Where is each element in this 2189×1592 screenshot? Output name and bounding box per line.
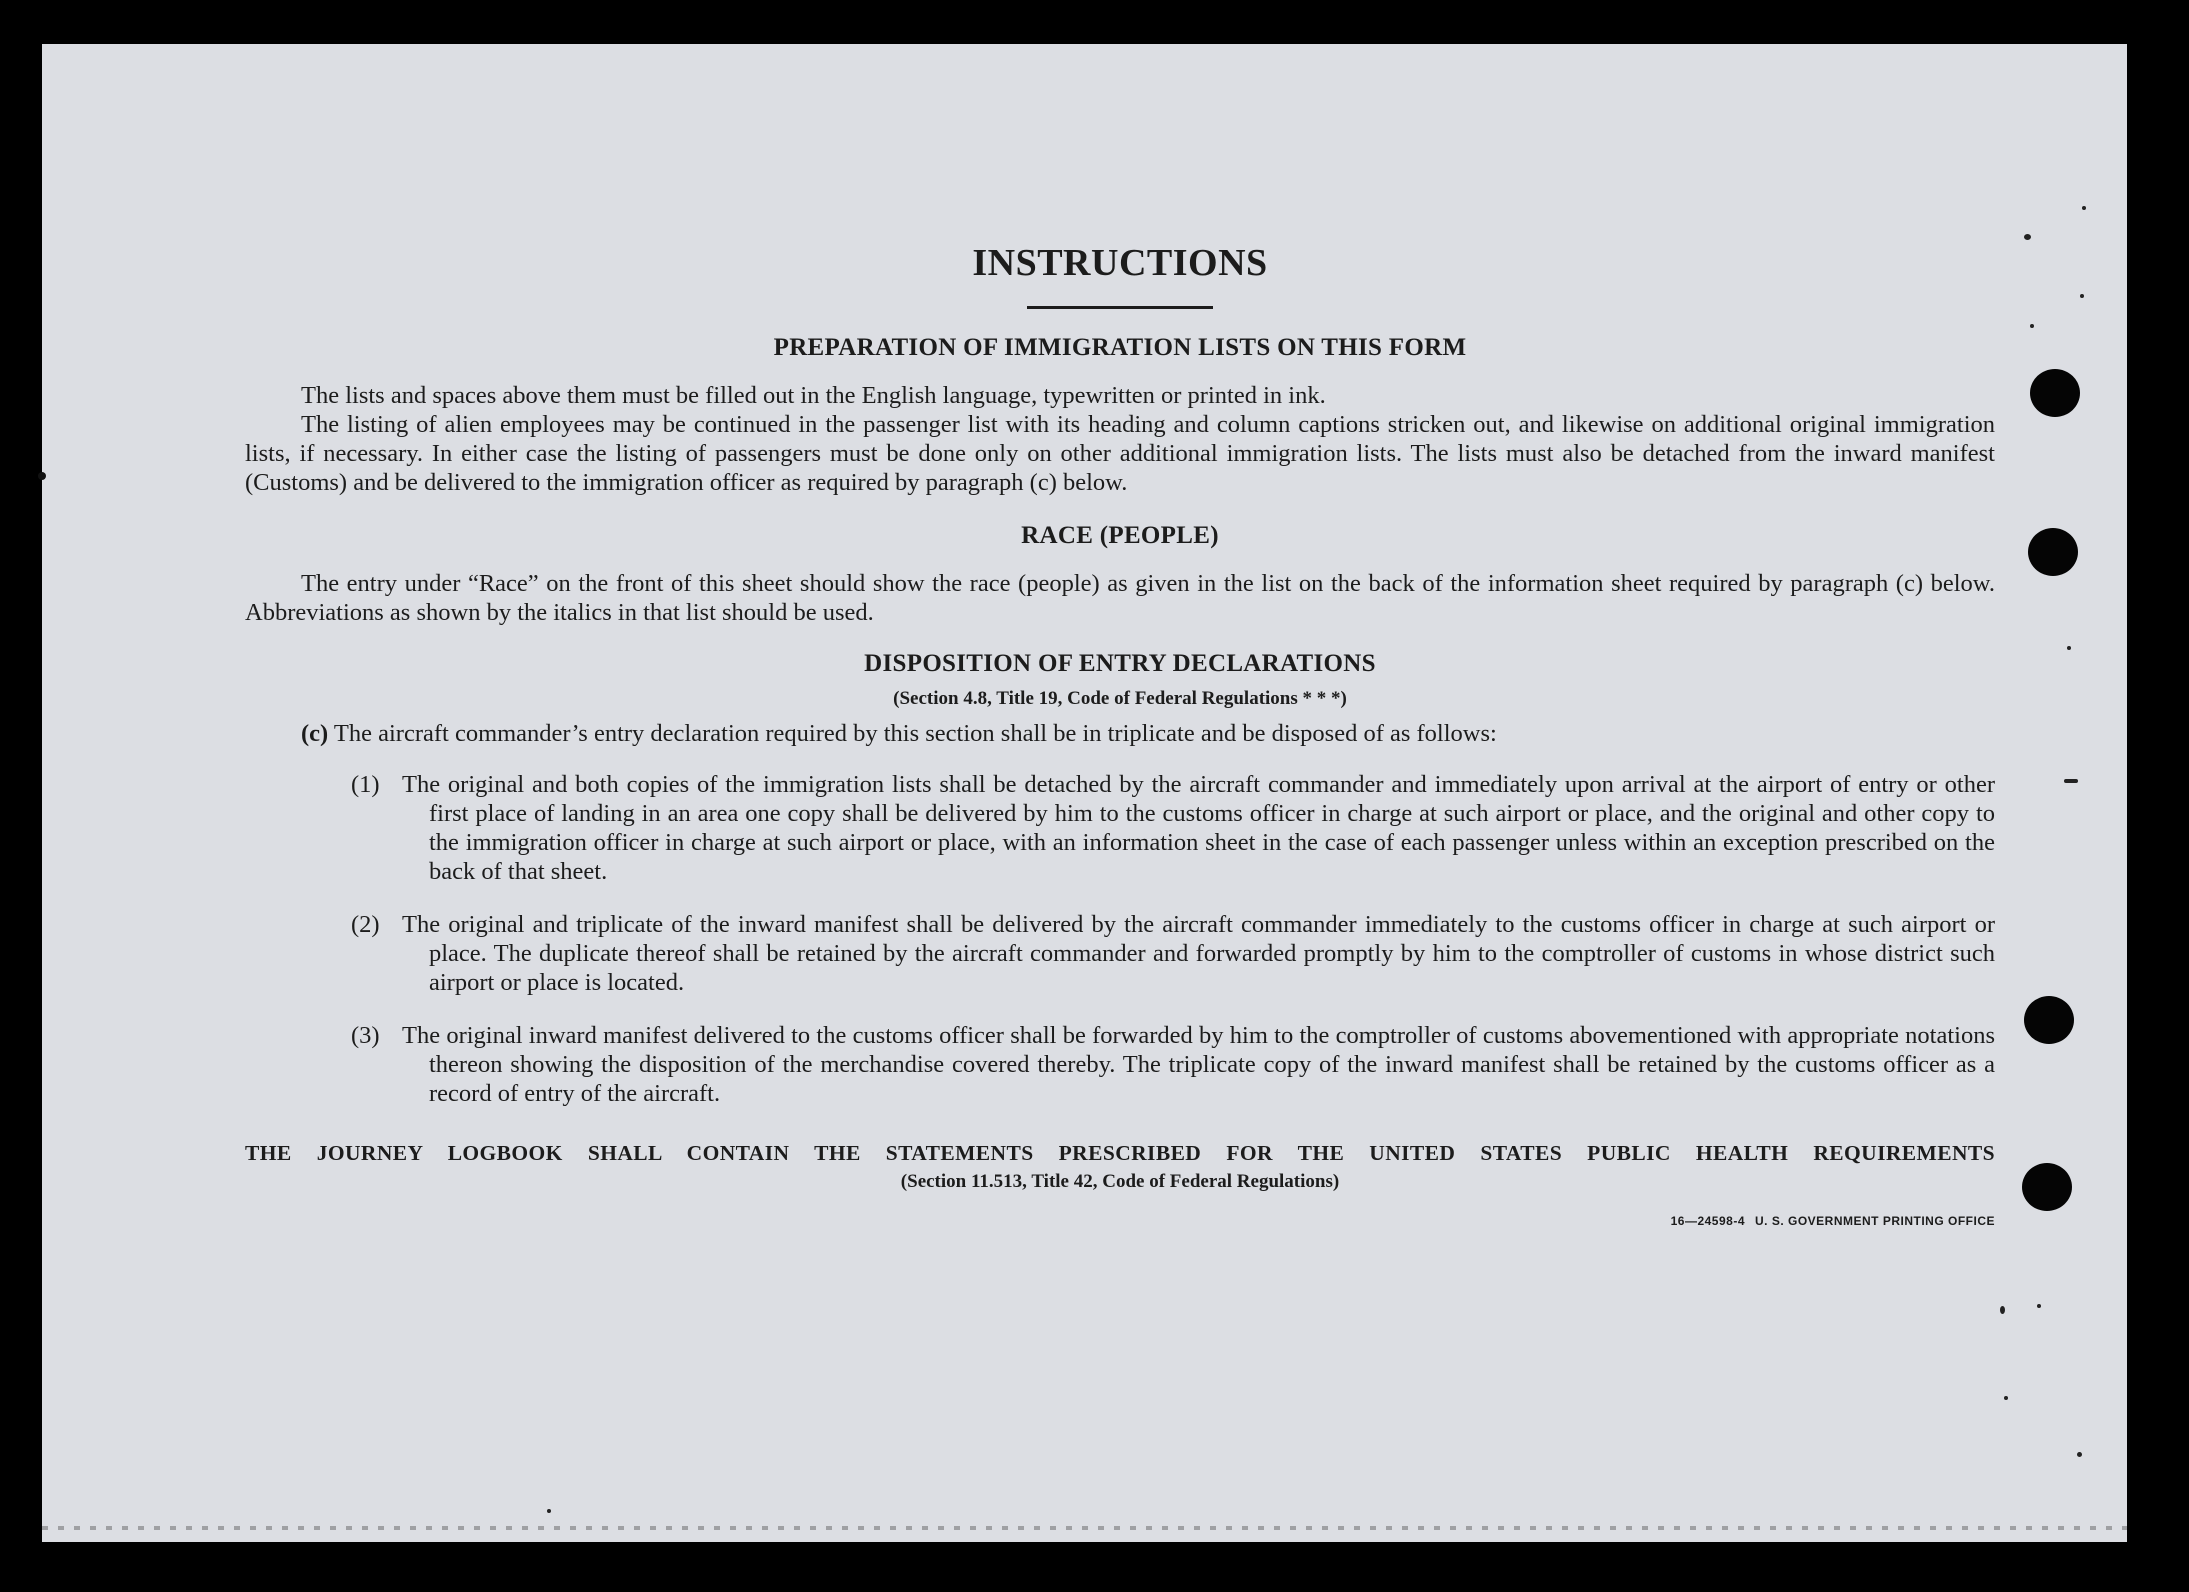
disposition-citation: (Section 4.8, Title 19, Code of Federal Regulations * * *) bbox=[893, 688, 1347, 709]
title-underline bbox=[1027, 306, 1213, 309]
punch-hole bbox=[2022, 1163, 2072, 1211]
item-text: The original and both copies of the immigration lists shall be detached by the aircraft commander and immediately upon arrival at the airport of entry or other first place of landing in an area one copy shall be delivered by him to the customs officer in charge at such airport or place, and the original and other copy to the immigration officer in charge at such airport or place, with an information sheet in the case of each passenger unless within an exception prescribed on the back of that sheet. bbox=[402, 771, 1995, 885]
printer-name: U. S. GOVERNMENT PRINTING OFFICE bbox=[1754, 1214, 1995, 1228]
bottom-edge-marks bbox=[42, 1526, 2127, 1530]
speck-mark bbox=[38, 472, 46, 480]
document-sheet bbox=[42, 44, 2127, 1542]
preparation-heading: PREPARATION OF IMMIGRATION LISTS ON THIS FORM bbox=[773, 334, 1467, 361]
disposition-item-3 bbox=[245, 1021, 1995, 1108]
print-line bbox=[245, 1214, 1995, 1254]
speck-mark bbox=[2064, 779, 2078, 783]
punch-hole bbox=[2024, 996, 2074, 1044]
disposition-intro-label: (c) bbox=[301, 720, 329, 747]
punch-hole bbox=[2030, 369, 2080, 417]
punch-hole bbox=[2028, 528, 2078, 576]
item-number: (1) bbox=[351, 771, 380, 798]
race-heading: RACE (PEOPLE) bbox=[1021, 522, 1219, 549]
speck-mark bbox=[2077, 1452, 2082, 1457]
disposition-item-2 bbox=[245, 910, 1995, 997]
disposition-intro bbox=[245, 719, 1995, 748]
disposition-heading: DISPOSITION OF ENTRY DECLARATIONS bbox=[864, 650, 1376, 677]
speck-mark bbox=[2080, 294, 2084, 298]
speck-mark bbox=[2067, 646, 2071, 650]
item-text: The original inward manifest delivered to the customs officer shall be forwarded by him to the comptroller of customs abovementioned with appropriate notations thereon showing the disposition of the merchandise covered thereby. The triplicate copy of the inward manifest shall be retained by the customs officer as a record of entry of the aircraft. bbox=[402, 1022, 1995, 1107]
disposition-item-1 bbox=[245, 770, 1995, 886]
race-paragraph: The entry under “Race” on the front of this sheet should show the race (people) as given in the list on the back of the information sheet required by paragraph (c) below. Abbreviations as shown by the italics in that list should be used. bbox=[245, 570, 1995, 626]
speck-mark bbox=[2000, 1306, 2005, 1314]
preparation-paragraph-2: The listing of alien employees may be continued in the passenger list with its heading and column captions stricken out, and likewise on additional original immigration lists, if necessary. In either case the listing of passengers must be done only on other additional immigration lists. The lists must also be detached from the inward manifest (Customs) and be delivered to the immigration officer as required by paragraph (c) below. bbox=[245, 411, 1995, 496]
speck-mark bbox=[2030, 324, 2034, 328]
item-number: (3) bbox=[351, 1022, 380, 1049]
speck-mark bbox=[2024, 234, 2031, 240]
disposition-intro-text: The aircraft commander’s entry declaration required by this section shall be in triplicate and be disposed of as follows: bbox=[333, 720, 1497, 747]
print-code: 16—24598-4 bbox=[1670, 1214, 1745, 1228]
speck-mark bbox=[2037, 1304, 2041, 1308]
preparation-paragraph-1: The lists and spaces above them must be filled out in the English language, typewritten or printed in ink. bbox=[301, 382, 1326, 409]
document-content bbox=[245, 240, 1995, 1254]
health-statement: THE JOURNEY LOGBOOK SHALL CONTAIN THE STATEMENTS PRESCRIBED FOR THE UNITED STATES PUBLIC HEALTH REQUIREMENTS bbox=[245, 1141, 1995, 1165]
speck-mark bbox=[2004, 1396, 2008, 1400]
item-text: The original and triplicate of the inward manifest shall be delivered by the aircraft commander immediately to the customs officer in charge at such airport or place. The duplicate thereof shall be retained by the aircraft commander and forwarded promptly by him to the comptroller of customs in whose district such airport or place is located. bbox=[402, 911, 1995, 996]
item-number: (2) bbox=[351, 911, 380, 938]
speck-mark bbox=[547, 1509, 551, 1513]
document-title: INSTRUCTIONS bbox=[972, 242, 1268, 284]
health-citation: (Section 11.513, Title 42, Code of Federal Regulations) bbox=[900, 1171, 1340, 1192]
speck-mark bbox=[2082, 206, 2086, 210]
